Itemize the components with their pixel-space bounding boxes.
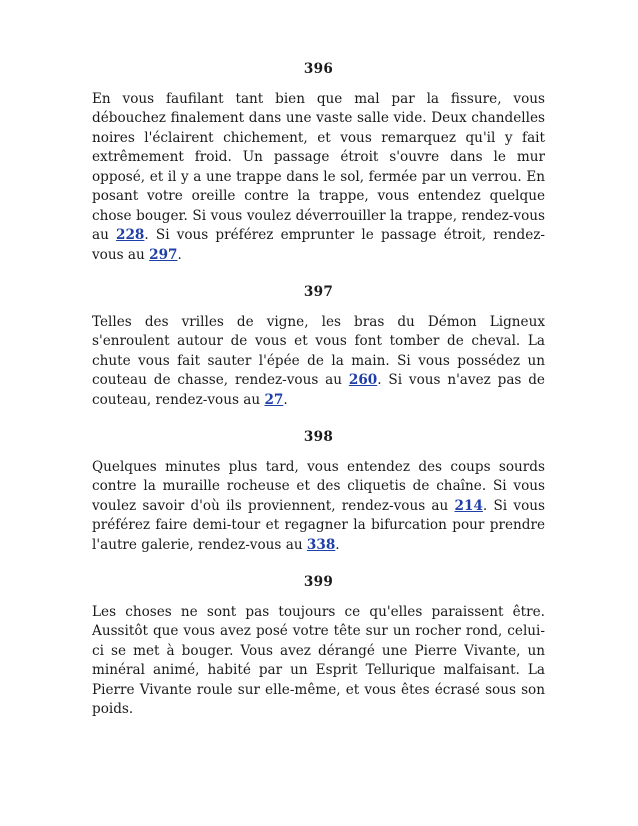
section-number: 399 xyxy=(303,574,334,590)
section-number: 398 xyxy=(303,429,334,445)
section-paragraph xyxy=(92,458,545,556)
section-link[interactable]: 297 xyxy=(149,246,178,263)
section-link[interactable]: 228 xyxy=(116,227,145,243)
paragraph-text: Les choses ne sont pas toujours ce qu'elles paraissent être. Aussitôt que vous avez posé votre tête sur un rocher rond, celui-ci se met à bouger. Vous avez dérangé une Pierre Vivante, un minéral animé, habité par un Esprit Tellurique malfaisant. La Pierre Vivante roule sur elle-même, et vous êtes écrasé sous son poids. xyxy=(92,603,545,717)
paragraph-text: . Si vous n'avez pas de couteau, rendez-vous au xyxy=(92,372,545,408)
paragraph-text: En vous faufilant tant bien que mal par la fissure, vous débouchez finalement dans une vaste salle vide. Deux chandelles noires l'éclairent chichement, et vous remarquez qu'il y fait extrêmement froid. Un passage étroit s'ouvre dans le mur opposé, et il y a une trappe dans le sol, fermée par un verrou. En posant votre oreille contre la trappe, vous entendez quelque chose bouger. Si vous voulez déverrouiller la trappe, rendez-vous au xyxy=(92,90,545,243)
paragraph-text: . Si vous préférez faire demi-tour et regagner la bifurcation pour prendre l'autre galerie, rendez-vous au xyxy=(92,497,545,553)
section-paragraph xyxy=(92,90,545,266)
section-number: 396 xyxy=(303,61,334,77)
section-link[interactable]: 260 xyxy=(348,372,378,388)
paragraph-text: . xyxy=(177,246,182,263)
paragraph-text: . Si vous préférez emprunter le passage étroit, rendez-vous au xyxy=(92,227,545,263)
document-page xyxy=(92,60,545,738)
paragraph-text: . xyxy=(335,536,340,553)
section-link[interactable]: 214 xyxy=(454,497,483,514)
paragraph-text: Telles des vrilles de vigne, les bras du Démon Ligneux s'enroulent autour de vous et vous font tomber de cheval. La chute vous fait sauter l'épée de la main. Si vous possédez un couteau de chasse, rendez-vous au xyxy=(92,313,545,388)
paragraph-text: Quelques minutes plus tard, vous entendez des coups sourds contre la muraille rocheuse et des cliquetis de chaîne. Si vous voulez savoir d'où ils proviennent, rendez-vous au xyxy=(92,458,545,514)
section-link[interactable]: 27 xyxy=(264,391,284,408)
section-paragraph xyxy=(92,603,545,720)
section-link[interactable]: 338 xyxy=(306,536,336,553)
sections-container xyxy=(92,60,545,720)
section-paragraph xyxy=(92,313,545,411)
paragraph-text: . xyxy=(283,391,288,408)
section-number: 397 xyxy=(303,284,334,300)
